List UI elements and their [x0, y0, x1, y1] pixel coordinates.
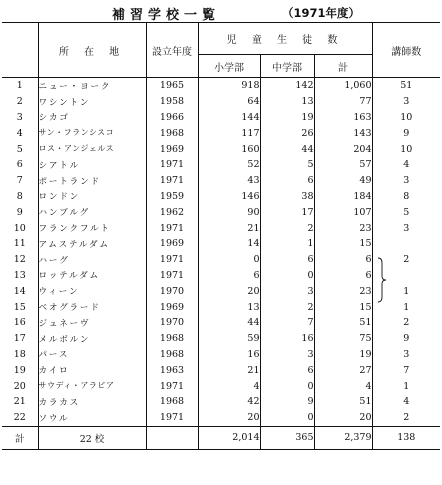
row-teachers: 3: [372, 347, 440, 363]
brace-bracket: [376, 257, 388, 303]
row-teachers: 3: [372, 173, 440, 189]
row-founded: 1971: [146, 378, 198, 394]
table-row: [2, 378, 440, 394]
row-location: メルボルン: [38, 331, 146, 347]
row-teachers: 51: [372, 78, 440, 94]
row-elementary: 42: [198, 394, 260, 410]
row-founded: 1965: [146, 78, 198, 94]
header-middle: 中学部: [260, 55, 314, 78]
row-elementary: 146: [198, 189, 260, 205]
total-founded: [146, 426, 198, 449]
row-teachers: 4: [372, 394, 440, 410]
row-teachers: 10: [372, 110, 440, 126]
row-total: 6: [314, 252, 372, 268]
title-year: （1971年度）: [282, 6, 361, 20]
row-number: 2: [16, 96, 23, 108]
row-teachers: 10: [372, 141, 440, 157]
row-elementary: 64: [198, 94, 260, 110]
row-teachers: 1: [372, 283, 440, 299]
row-middle: 2: [260, 220, 314, 236]
row-number: 20: [13, 380, 26, 392]
row-elementary: 20: [198, 283, 260, 299]
row-elementary: 14: [198, 236, 260, 252]
row-teachers: 1: [372, 299, 440, 315]
row-middle: 16: [260, 331, 314, 347]
table-row: [2, 110, 440, 126]
header-founded: 設立年度: [146, 23, 198, 78]
row-total: 49: [314, 173, 372, 189]
row-location: ロッテルダム: [38, 268, 146, 284]
row-middle: 0: [260, 410, 314, 426]
total-label: 計: [2, 426, 38, 449]
row-total: 1,060: [314, 78, 372, 94]
row-number: 11: [13, 238, 26, 250]
row-middle: 19: [260, 110, 314, 126]
row-location: サン・フランシスコ: [38, 125, 146, 141]
row-number: 16: [13, 317, 26, 329]
row-elementary: 0: [198, 252, 260, 268]
row-location: ニュー・ヨーク: [38, 78, 146, 94]
row-location: パース: [38, 347, 146, 363]
schools-table: [2, 22, 440, 450]
row-teachers: 9: [372, 331, 440, 347]
table-row: [2, 331, 440, 347]
row-middle: 7: [260, 315, 314, 331]
row-teachers: 3: [372, 94, 440, 110]
row-number: 4: [16, 127, 23, 139]
row-middle: 6: [260, 362, 314, 378]
row-location: カラカス: [38, 394, 146, 410]
row-elementary: 16: [198, 347, 260, 363]
row-elementary: 117: [198, 125, 260, 141]
row-total: 51: [314, 315, 372, 331]
table-row: [2, 252, 440, 268]
row-middle: 17: [260, 204, 314, 220]
row-middle: 44: [260, 141, 314, 157]
row-elementary: 21: [198, 220, 260, 236]
row-elementary: 21: [198, 362, 260, 378]
row-number: 21: [13, 396, 26, 408]
row-location: ハーグ: [38, 252, 146, 268]
row-middle: 38: [260, 189, 314, 205]
table-row: [2, 394, 440, 410]
table-row: [2, 283, 440, 299]
row-number: 8: [16, 190, 23, 202]
row-elementary: 52: [198, 157, 260, 173]
row-total: 4: [314, 378, 372, 394]
table-row: [2, 173, 440, 189]
row-total: 143: [314, 125, 372, 141]
row-founded: 1968: [146, 347, 198, 363]
total-schools: 22 校: [38, 426, 146, 449]
row-middle: 26: [260, 125, 314, 141]
row-teachers: 8: [372, 189, 440, 205]
row-number: 6: [16, 159, 23, 171]
row-founded: 1969: [146, 299, 198, 315]
row-total: 15: [314, 299, 372, 315]
row-founded: 1968: [146, 125, 198, 141]
row-teachers: 3: [372, 220, 440, 236]
row-founded: 1971: [146, 157, 198, 173]
row-number: 5: [16, 143, 23, 155]
row-teachers: 1: [372, 378, 440, 394]
row-location: ロンドン: [38, 189, 146, 205]
row-elementary: 13: [198, 299, 260, 315]
header-location: 所 在 地: [38, 23, 146, 78]
row-number: 12: [13, 254, 26, 266]
row-founded: 1970: [146, 315, 198, 331]
row-elementary: 44: [198, 315, 260, 331]
row-teachers: 4: [372, 157, 440, 173]
table-row: [2, 236, 440, 252]
row-number: 15: [13, 301, 26, 313]
header-students: 児 童 生 徒 数: [198, 23, 372, 55]
row-number: 19: [13, 364, 26, 376]
row-location: シカゴ: [38, 110, 146, 126]
table-body: [2, 78, 440, 450]
total-total: 2,379: [314, 426, 372, 449]
row-location: ワシントン: [38, 94, 146, 110]
row-teachers: 7: [372, 362, 440, 378]
row-total: 77: [314, 94, 372, 110]
table-row: [2, 78, 440, 94]
table-row: [2, 125, 440, 141]
row-total: 20: [314, 410, 372, 426]
row-total: 51: [314, 394, 372, 410]
row-middle: 9: [260, 394, 314, 410]
row-middle: 3: [260, 283, 314, 299]
document-title: [0, 4, 442, 22]
row-middle: 142: [260, 78, 314, 94]
row-middle: 13: [260, 94, 314, 110]
row-middle: 6: [260, 252, 314, 268]
row-founded: 1966: [146, 110, 198, 126]
row-location: ソウル: [38, 410, 146, 426]
row-elementary: 6: [198, 268, 260, 284]
row-number: 17: [13, 333, 26, 345]
row-teachers: 5: [372, 204, 440, 220]
row-elementary: 43: [198, 173, 260, 189]
row-number: 10: [13, 222, 26, 234]
row-teachers: 2: [372, 315, 440, 331]
row-number: 9: [16, 206, 23, 218]
row-elementary: 90: [198, 204, 260, 220]
row-total: 184: [314, 189, 372, 205]
row-founded: 1962: [146, 204, 198, 220]
table-row: [2, 94, 440, 110]
row-founded: 1959: [146, 189, 198, 205]
row-number: 14: [13, 285, 26, 297]
row-founded: 1970: [146, 283, 198, 299]
row-location: フランクフルト: [38, 220, 146, 236]
row-founded: 1968: [146, 331, 198, 347]
table-row: [2, 220, 440, 236]
row-founded: 1971: [146, 268, 198, 284]
header-no: [2, 23, 38, 78]
table-row: [2, 299, 440, 315]
row-total: 23: [314, 220, 372, 236]
row-founded: 1963: [146, 362, 198, 378]
row-middle: 1: [260, 236, 314, 252]
row-founded: 1958: [146, 94, 198, 110]
row-location: ロス・アンジェルス: [38, 141, 146, 157]
table-row: [2, 204, 440, 220]
row-location: ウィーン: [38, 283, 146, 299]
table-row: [2, 410, 440, 426]
row-teachers: 9: [372, 125, 440, 141]
row-number: 13: [13, 269, 26, 281]
row-founded: 1969: [146, 141, 198, 157]
row-total: 15: [314, 236, 372, 252]
row-founded: 1968: [146, 394, 198, 410]
row-number: 22: [13, 412, 26, 424]
row-location: ハンブルグ: [38, 204, 146, 220]
row-total: 19: [314, 347, 372, 363]
total-row: [2, 426, 440, 449]
row-number: 7: [16, 175, 23, 187]
row-location: ポートランド: [38, 173, 146, 189]
row-teachers: 2: [372, 410, 440, 426]
header-teachers: 講師数: [372, 23, 440, 78]
row-founded: 1971: [146, 220, 198, 236]
row-founded: 1971: [146, 410, 198, 426]
table-row: [2, 347, 440, 363]
row-total: 27: [314, 362, 372, 378]
row-total: 23: [314, 283, 372, 299]
total-middle: 365: [260, 426, 314, 449]
row-location: カイロ: [38, 362, 146, 378]
row-total: 107: [314, 204, 372, 220]
row-middle: 0: [260, 378, 314, 394]
table-header: [2, 23, 440, 78]
total-elementary: 2,014: [198, 426, 260, 449]
row-location: サウディ・アラビア: [38, 378, 146, 394]
row-number: 18: [13, 348, 26, 360]
row-elementary: 59: [198, 331, 260, 347]
row-location: アムステルダム: [38, 236, 146, 252]
row-middle: 5: [260, 157, 314, 173]
row-elementary: 918: [198, 78, 260, 94]
row-founded: 1971: [146, 173, 198, 189]
table-row: [2, 157, 440, 173]
row-elementary: 144: [198, 110, 260, 126]
row-founded: 1971: [146, 252, 198, 268]
row-total: 57: [314, 157, 372, 173]
row-total: 6: [314, 268, 372, 284]
row-location: ジュネーヴ: [38, 315, 146, 331]
total-teachers: 138: [372, 426, 440, 449]
table-row: [2, 189, 440, 205]
row-location: シアトル: [38, 157, 146, 173]
row-elementary: 4: [198, 378, 260, 394]
row-middle: 2: [260, 299, 314, 315]
row-middle: 3: [260, 347, 314, 363]
row-number: 1: [16, 80, 23, 92]
row-elementary: 20: [198, 410, 260, 426]
row-location: ベオグラード: [38, 299, 146, 315]
header-total: 計: [314, 55, 372, 78]
row-middle: 0: [260, 268, 314, 284]
table-row: [2, 362, 440, 378]
row-teachers: 2: [372, 252, 440, 268]
table-row: [2, 315, 440, 331]
row-total: 163: [314, 110, 372, 126]
row-middle: 6: [260, 173, 314, 189]
row-teachers: [372, 236, 440, 252]
row-founded: 1969: [146, 236, 198, 252]
row-total: 75: [314, 331, 372, 347]
table-row: [2, 141, 440, 157]
table-row: [2, 268, 440, 284]
row-elementary: 160: [198, 141, 260, 157]
row-number: 3: [16, 111, 23, 123]
row-total: 204: [314, 141, 372, 157]
title-text: 補習学校一覧: [112, 8, 221, 23]
header-elementary: 小学部: [198, 55, 260, 78]
